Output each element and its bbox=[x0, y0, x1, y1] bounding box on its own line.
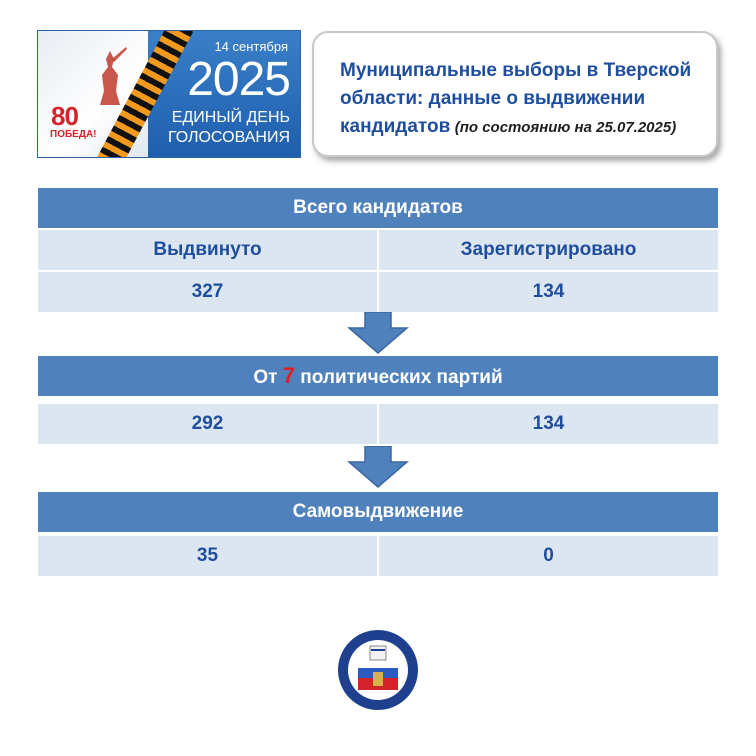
section-parties-suffix: политических партий bbox=[294, 367, 503, 388]
banner-line-2: ГОЛОСОВАНИЯ bbox=[167, 129, 290, 146]
column-registered-label: Зарегистрировано bbox=[460, 239, 637, 260]
section-parties-prefix: От bbox=[253, 367, 283, 388]
banner-year: 2025 bbox=[187, 53, 290, 106]
arrow-down-icon bbox=[347, 312, 409, 354]
parties-registered-value: 134 bbox=[532, 413, 565, 434]
section-total-values-row bbox=[38, 270, 718, 312]
section-self-values-row bbox=[38, 534, 718, 576]
badge-80: 80 bbox=[51, 101, 78, 131]
self-registered-value: 0 bbox=[543, 545, 554, 566]
self-nominated-value: 35 bbox=[38, 536, 379, 576]
election-day-banner bbox=[38, 31, 300, 157]
parties-nominated-value: 292 bbox=[38, 404, 379, 444]
parties-count: 7 bbox=[282, 363, 295, 388]
banner-line-1: ЕДИНЫЙ ДЕНЬ bbox=[171, 109, 290, 126]
emblem-icon bbox=[336, 628, 420, 712]
section-self-title: Самовыдвижение bbox=[292, 501, 464, 522]
column-nominated-label: Выдвинуто bbox=[38, 230, 379, 270]
title-box bbox=[312, 31, 718, 157]
total-registered-value: 134 bbox=[532, 281, 565, 302]
section-parties-header bbox=[38, 356, 718, 396]
section-total-title: Всего кандидатов bbox=[293, 197, 463, 218]
status-date-note: (по состоянию на 25.07.2025) bbox=[454, 119, 677, 136]
section-total-header bbox=[38, 188, 718, 228]
section-total-columns-row bbox=[38, 228, 718, 270]
statue-icon bbox=[90, 45, 130, 109]
total-nominated-value: 327 bbox=[38, 272, 379, 312]
section-self-header bbox=[38, 492, 718, 532]
banner-date: 14 сентября bbox=[214, 39, 288, 54]
arrow-down-icon bbox=[347, 446, 409, 488]
badge-pobeda: ПОБЕДА! bbox=[50, 129, 97, 140]
page-title: Муниципальные выборы в Тверской области: данные о выдвижении кандидатов bbox=[340, 60, 692, 137]
section-parties-values-row bbox=[38, 402, 718, 444]
